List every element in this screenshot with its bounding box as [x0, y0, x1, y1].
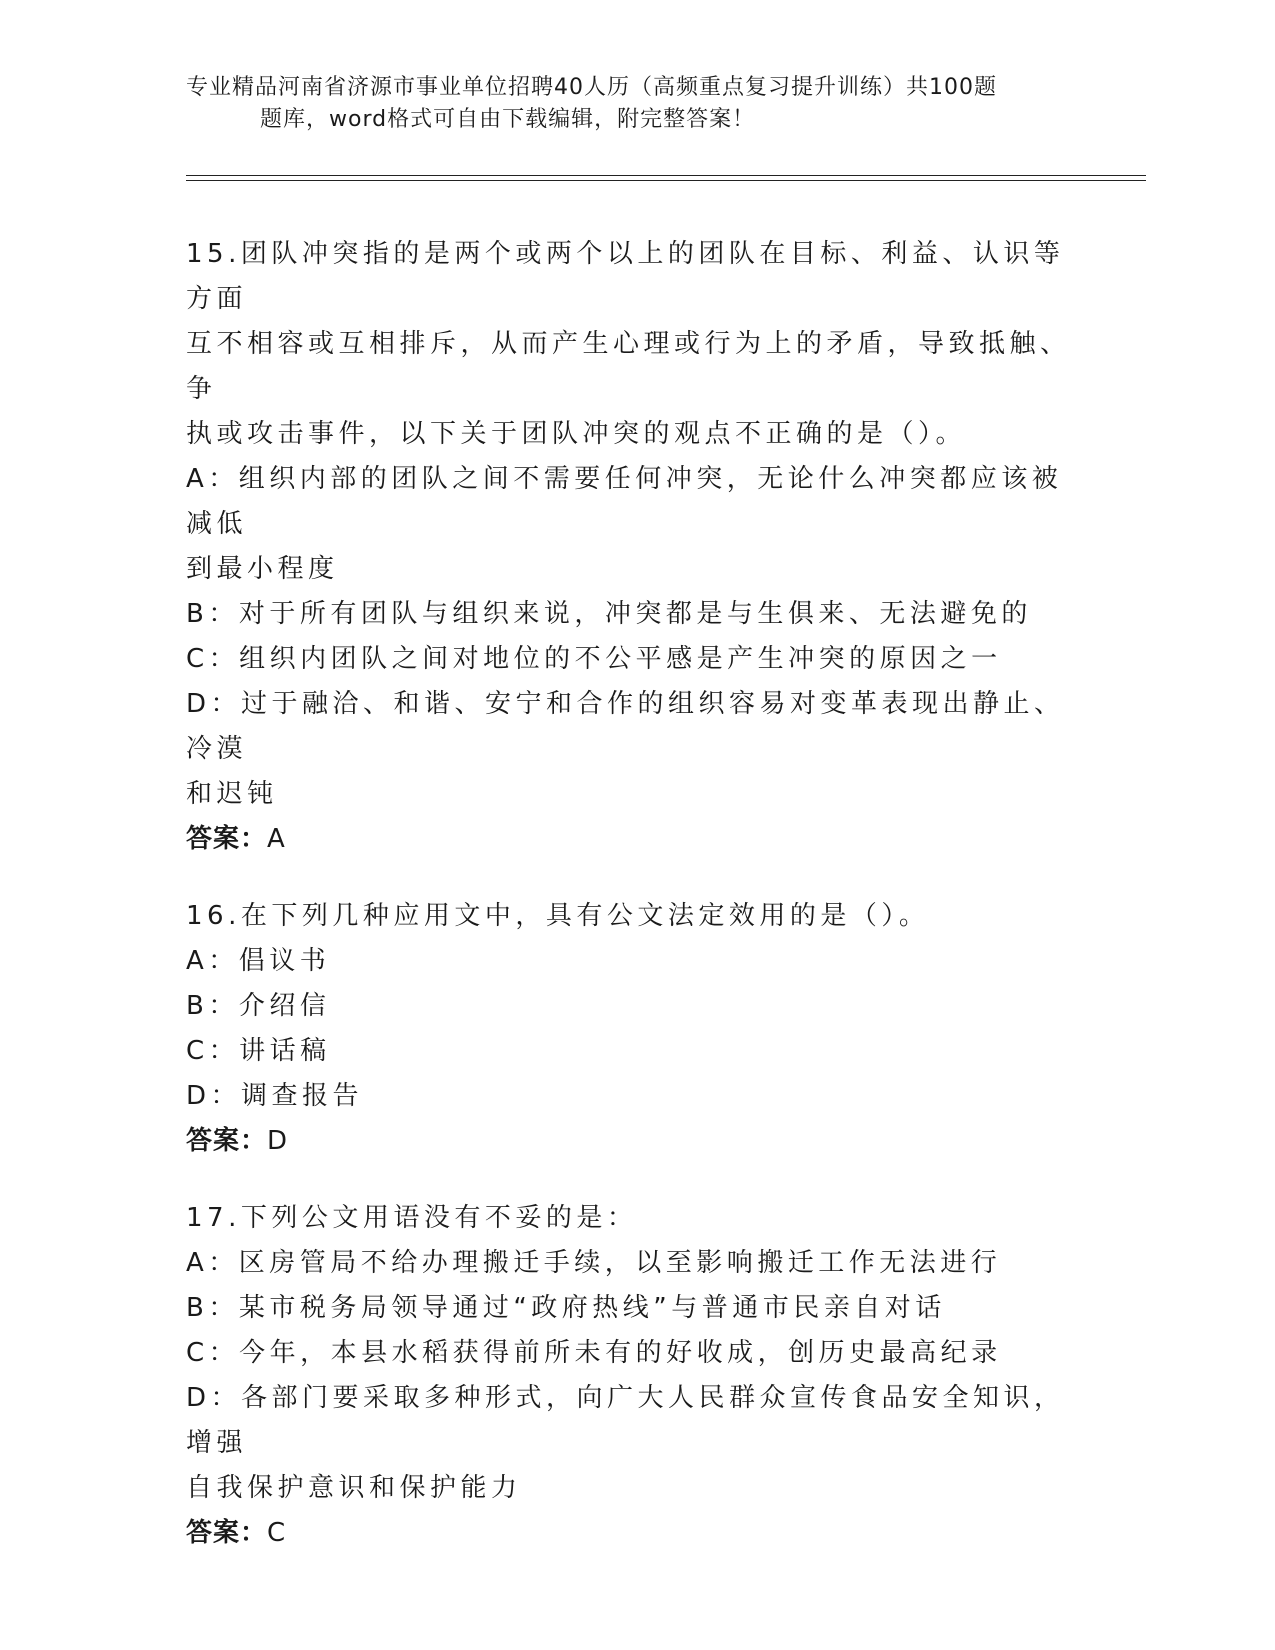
document-header — [186, 72, 1066, 136]
option-d: D：各部门要采取多种形式，向广大人民群众宣传食品安全知识，增强 — [186, 1383, 1065, 1458]
option-d: D：调查报告 — [186, 1081, 364, 1111]
option-b: B：某市税务局领导通过“政府热线”与普通市民亲自对话 — [186, 1293, 946, 1323]
answer-value: A — [267, 824, 286, 854]
answer — [186, 1511, 1071, 1556]
answer — [186, 817, 1071, 862]
question-15 — [186, 232, 1071, 862]
answer-value: C — [267, 1518, 287, 1548]
header-divider-bottom — [186, 180, 1146, 181]
answer-value: D — [267, 1126, 289, 1156]
answer-label: 答案： — [186, 1518, 268, 1548]
question-list — [186, 232, 1071, 1588]
option-b: B：介绍信 — [186, 991, 331, 1021]
answer-label: 答案： — [186, 1126, 268, 1156]
option-c: C：今年，本县水稻获得前所未有的好收成，创历史最高纪录 — [186, 1338, 1002, 1368]
answer-label: 答案： — [186, 824, 268, 854]
answer — [186, 1119, 1071, 1164]
option-b: B：对于所有团队与组织来说，冲突都是与生俱来、无法避免的 — [186, 599, 1032, 629]
option-d: D：过于融洽、和谐、安宁和合作的组织容易对变革表现出静止、冷漠 — [186, 689, 1065, 764]
option-a: A：组织内部的团队之间不需要任何冲突，无论什么冲突都应该被减低 — [186, 464, 1063, 539]
option-a: A：区房管局不给办理搬迁手续，以至影响搬迁工作无法进行 — [186, 1248, 1002, 1278]
header-divider-top — [186, 175, 1146, 176]
option-c: C：讲话稿 — [186, 1036, 331, 1066]
header-line-1: 专业精品河南省济源市事业单位招聘40人历（高频重点复习提升训练）共100题 — [186, 75, 997, 100]
option-d-continued: 自我保护意识和保护能力 — [186, 1473, 522, 1503]
question-text-line: 15.团队冲突指的是两个或两个以上的团队在目标、利益、认识等方面 — [186, 239, 1065, 314]
option-d-continued: 和迟钝 — [186, 779, 278, 809]
header-line-2: 题库，word格式可自由下载编辑，附完整答案！ — [260, 107, 756, 132]
question-text-line: 17.下列公文用语没有不妥的是： — [186, 1203, 638, 1233]
option-c: C：组织内团队之间对地位的不公平感是产生冲突的原因之一 — [186, 644, 1002, 674]
option-a: A：倡议书 — [186, 946, 331, 976]
question-text-line: 互不相容或互相排斥，从而产生心理或行为上的矛盾，导致抵触、争 — [186, 329, 1071, 404]
question-17 — [186, 1196, 1071, 1556]
question-text-line: 执或攻击事件，以下关于团队冲突的观点不正确的是（）。 — [186, 419, 967, 449]
option-a-continued: 到最小程度 — [186, 554, 339, 584]
question-text-line: 16.在下列几种应用文中，具有公文法定效用的是（）。 — [186, 901, 930, 931]
question-16 — [186, 894, 1071, 1164]
